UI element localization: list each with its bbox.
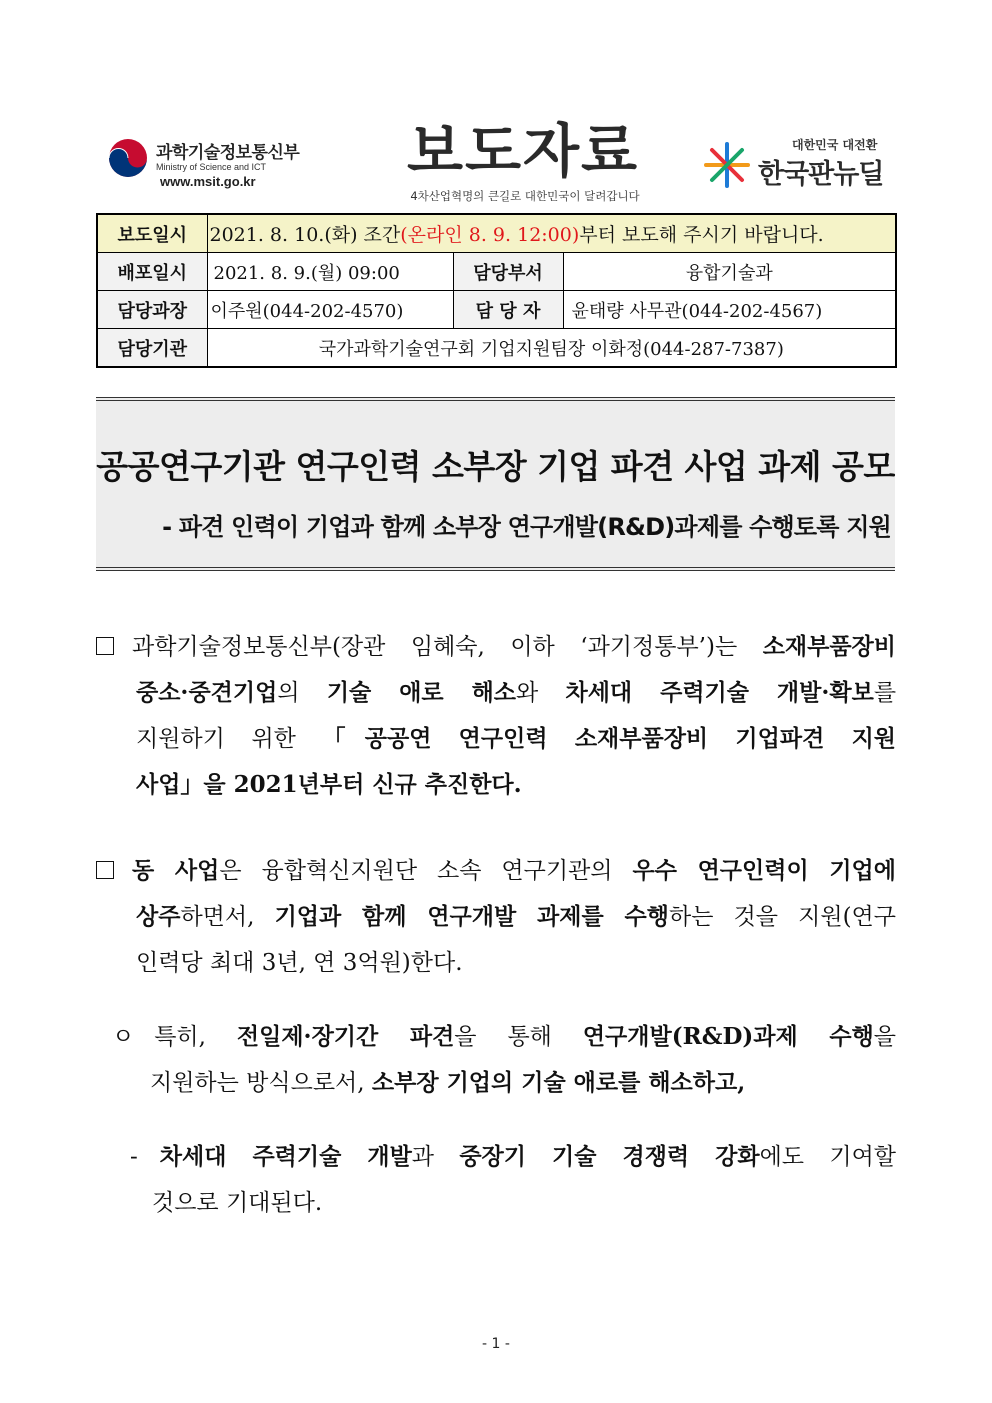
paragraph-2 bbox=[96, 848, 896, 986]
paragraph-line bbox=[96, 624, 896, 670]
headline-divider bbox=[96, 567, 895, 571]
korean-new-deal-logo bbox=[704, 136, 894, 192]
text-run: 을 bbox=[873, 1024, 897, 1050]
page-number: - 1 - bbox=[482, 1336, 510, 1352]
bold-text: 상주 bbox=[136, 903, 181, 930]
department-value: 융합기술과 bbox=[563, 253, 896, 291]
bold-text: 소재부품장비 bbox=[762, 633, 896, 660]
bold-text: 중장기 기술 경쟁력 강화 bbox=[459, 1143, 760, 1170]
text-run: 에도 기여할 bbox=[759, 1144, 897, 1170]
ministry-logo bbox=[108, 134, 318, 190]
distribution-date-label: 배포일시 bbox=[97, 253, 207, 291]
contact-person-value: 윤태량 사무관(044-202-4567) bbox=[563, 291, 896, 329]
bold-text: 기업과 함께 연구개발 과제를 수행 bbox=[274, 903, 669, 930]
bold-text: 중소·중견기업 bbox=[136, 679, 278, 706]
release-date-main: 2021. 8. 10.(화) 조간 bbox=[209, 224, 401, 246]
bold-text: 우수 연구인력이 기업에 bbox=[632, 857, 896, 884]
paragraph-line bbox=[136, 894, 896, 940]
bold-text: 「공공연 연구인력 소재부품장비 기업파견 지원 bbox=[322, 725, 897, 752]
text-run: 의 bbox=[277, 680, 327, 706]
headline-box bbox=[96, 397, 895, 571]
text-run: 특히, bbox=[154, 1024, 237, 1050]
text-run: 와 bbox=[516, 680, 566, 706]
agency-label: 담당기관 bbox=[97, 329, 207, 368]
division-head-value: 이주원(044-202-4570) bbox=[207, 291, 453, 329]
agency-value: 국가과학기술연구회 기업지원팀장 이화정(044-287-7387) bbox=[207, 329, 896, 368]
department-label: 담당부서 bbox=[453, 253, 563, 291]
paragraph-line bbox=[96, 848, 896, 894]
checkbox-bullet-icon bbox=[96, 861, 114, 879]
paragraph-line bbox=[130, 1134, 896, 1180]
distribution-date-value: 2021. 8. 9.(월) 09:00 bbox=[207, 253, 453, 291]
text-run: 를 bbox=[873, 680, 897, 706]
press-header bbox=[0, 0, 992, 210]
ministry-url: www.msit.go.kr bbox=[160, 174, 256, 189]
paragraph-line bbox=[136, 762, 896, 808]
text-run: 지원하는 방식으로서, bbox=[150, 1070, 372, 1096]
taegeuk-emblem-icon bbox=[108, 138, 148, 178]
table-row bbox=[97, 291, 896, 329]
paragraph-3 bbox=[112, 1014, 896, 1106]
paragraph-line bbox=[136, 940, 896, 986]
press-release-title: 보도자료 bbox=[406, 117, 640, 185]
sub-headline: - 파견 인력이 기업과 함께 소부장 연구개발(R&D)과제를 수행토록 지원 bbox=[162, 513, 891, 541]
release-date-value bbox=[207, 214, 896, 253]
slogan: 4차산업혁명의 큰길로 대한민국이 달려갑니다 bbox=[410, 189, 640, 203]
text-run: 과학기술정보통신부(장관 임혜숙, 이하 ‘과기정통부’)는 bbox=[132, 634, 763, 660]
release-date-online: (온라인 8. 9. 12:00) bbox=[400, 224, 580, 246]
dash-bullet: - bbox=[130, 1144, 138, 1170]
division-head-label: 담당과장 bbox=[97, 291, 207, 329]
paragraph-line bbox=[152, 1180, 896, 1226]
table-row bbox=[97, 253, 896, 291]
ministry-name-en: Ministry of Science and ICT bbox=[156, 162, 267, 172]
table-row bbox=[97, 214, 896, 253]
release-date-label: 보도일시 bbox=[97, 214, 207, 253]
bold-text: 전일제·장기간 파견 bbox=[236, 1023, 455, 1050]
bold-text: 동 사업 bbox=[132, 857, 220, 884]
text-run: 하면서, bbox=[180, 904, 275, 930]
text-run: 은 융합혁신지원단 소속 연구기관의 bbox=[219, 858, 633, 884]
paragraph-1 bbox=[96, 624, 896, 808]
table-row bbox=[97, 329, 896, 368]
text-run: 것으로 기대된다. bbox=[152, 1190, 323, 1216]
bold-text: 차세대 주력기술 개발·확보 bbox=[565, 679, 874, 706]
bold-text: 소부장 기업의 기술 애로를 해소하고, bbox=[371, 1069, 746, 1096]
checkbox-bullet-icon bbox=[96, 637, 114, 655]
bold-text: 사업」을 2021년부터 신규 추진한다. bbox=[136, 771, 522, 798]
paragraph-4 bbox=[130, 1134, 896, 1226]
release-date-note: 부터 보도해 주시기 바랍니다. bbox=[579, 224, 824, 246]
new-deal-name: 한국판뉴딜 bbox=[758, 159, 884, 190]
new-deal-spark-icon bbox=[704, 142, 750, 188]
text-run: 지원하기 위한 bbox=[136, 726, 323, 752]
ministry-name-ko: 과학기술정보통신부 bbox=[156, 143, 300, 163]
circle-bullet-icon: ㅇ bbox=[112, 1024, 135, 1050]
bold-text: 기술 애로 해소 bbox=[326, 679, 517, 706]
paragraph-line bbox=[136, 716, 896, 762]
contact-person-label: 담 당 자 bbox=[453, 291, 563, 329]
text-run: 하는 것을 지원(연구 bbox=[668, 904, 896, 930]
text-run: 과 bbox=[411, 1144, 460, 1170]
new-deal-tagline: 대한민국 대전환 bbox=[792, 138, 878, 152]
release-info-table bbox=[96, 213, 897, 368]
paragraph-line bbox=[150, 1060, 896, 1106]
bold-text: 연구개발(R&D)과제 수행 bbox=[582, 1023, 874, 1050]
paragraph-line bbox=[112, 1014, 896, 1060]
bold-text: 차세대 주력기술 개발 bbox=[159, 1143, 412, 1170]
text-run: 을 통해 bbox=[454, 1024, 583, 1050]
paragraph-line bbox=[136, 670, 896, 716]
text-run: 인력당 최대 3년, 연 3억원)한다. bbox=[136, 950, 463, 976]
headline: 공공연구기관 연구인력 소부장 기업 파견 사업 과제 공모 bbox=[96, 447, 895, 486]
